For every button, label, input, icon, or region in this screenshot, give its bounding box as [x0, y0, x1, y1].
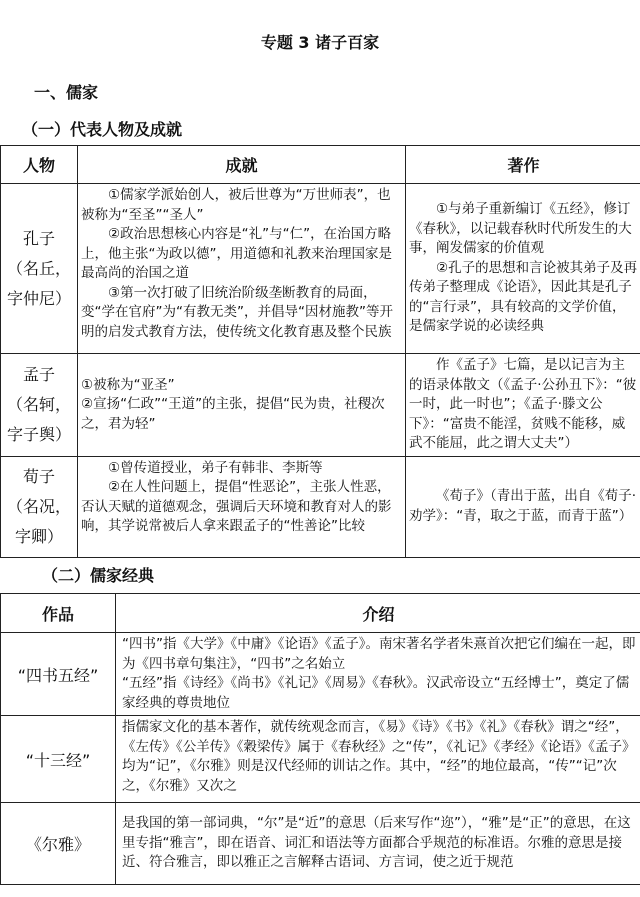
header-person: 人物: [1, 146, 78, 184]
intro-item: 是我国的第一部词典，“尔”是“近”的意思（后来写作“迩”），“雅”是“正”的意思，在这里专指“雅言”，即在语音、词汇和语法等方面都合乎规范的标准语。尔雅的意思是接近、符合雅言，即以雅正之言解释古语词、方言词，使之近于规范: [122, 815, 631, 871]
achievement-cell: [78, 456, 406, 557]
works-cell: [406, 184, 640, 354]
person-alias: （名况，: [6, 496, 71, 516]
figures-table: [0, 145, 640, 558]
person-alias-2: 字子舆）: [6, 424, 71, 444]
person-alias-2: 字仲尼）: [6, 288, 71, 308]
person-name: 荀子: [22, 466, 55, 486]
work-name: “四书五经”: [1, 633, 116, 716]
table-row-erya: [1, 803, 640, 885]
intro-item: 指儒家文化的基本著作，就传统观念而言，《易》《诗》《书》《礼》《春秋》谓之“经”，《左传》《公羊传》《穀梁传》属于《春秋经》之“传”，《礼记》《孝经》《论语》《孟子》均为“记”，《尔雅》则是汉代经师的训诂之作。其中，“经”的地位最高，“传”“记”次之，《尔雅》又次之: [122, 719, 636, 794]
section-heading-confucianism: 一、儒家: [34, 83, 99, 102]
person-alias-2: 字卿）: [14, 526, 63, 546]
table-row-xunzi: [1, 456, 640, 557]
intro-cell: [116, 716, 640, 803]
works-item: 《荀子》（青出于蓝，出自《荀子·劝学》：“青，取之于蓝，而青于蓝”）: [409, 488, 637, 524]
intro-cell: [116, 633, 640, 716]
classics-table: [0, 593, 640, 885]
intro-item: “四书”指《大学》《中庸》《论语》《孟子》。南宋著名学者朱熹首次把它们编在一起，即为《四书章句集注》，“四书”之名始立: [122, 636, 636, 672]
person-cell: [1, 354, 78, 457]
table-row-shisanjing: [1, 716, 640, 803]
works-item: ②孔子的思想和言论被其弟子及再传弟子整理成《论语》，因此其是孔子的“言行录”，具有较高的文学价值，是儒家学说的必读经典: [409, 259, 638, 335]
work-name: 《尔雅》: [1, 803, 116, 885]
person-alias: （名丘，: [6, 258, 71, 278]
table-row-mengzi: [1, 354, 640, 457]
header-work: 作品: [1, 594, 116, 633]
works-item: 作《孟子》七篇，是以记言为主的语录体散文（《孟子·公孙丑下》：“彼一时，此一时也”；《孟子·滕文公下》：“富贵不能淫，贫贱不能移，威武不能屈，此之谓大丈夫”）: [409, 357, 637, 451]
achievement-cell: [78, 184, 406, 354]
subheading-classics: （二）儒家经典: [42, 566, 155, 585]
works-cell: [406, 354, 640, 457]
achievement-item: ②宣扬“仁政”“王道”的主张，提倡“民为贵，社稷次之，君为轻”: [81, 396, 385, 432]
header-intro: 介绍: [116, 594, 640, 633]
achievement-item: ①被称为“亚圣”: [81, 376, 175, 393]
person-alias: （名轲，: [6, 394, 71, 414]
work-name: “十三经”: [1, 716, 116, 803]
subheading-figures: （一）代表人物及成就: [22, 120, 183, 139]
person-cell: [1, 456, 78, 557]
header-achievement: 成就: [78, 146, 406, 184]
classics-table-header: [1, 594, 640, 633]
achievement-item: ②政治思想核心内容是“礼”与“仁”，在治国方略上，他主张“为政以德”，用道德和礼教来治理国家是最高尚的治国之道: [81, 226, 392, 281]
achievement-item: ①儒家学派始创人，被后世尊为“万世师表”，也被称为“至圣”“圣人”: [81, 187, 391, 223]
page-title: 专题 3 诸子百家: [260, 33, 380, 52]
table-row-sishuwujing: [1, 633, 640, 716]
header-works: 著作: [406, 146, 640, 184]
achievement-cell: [78, 354, 406, 457]
person-name: 孔子: [22, 228, 55, 248]
figures-table-header: [1, 146, 640, 184]
table-row-kongzi: [1, 184, 640, 354]
achievement-item: ②在人性问题上，提倡“性恶论”，主张人性恶，否认天赋的道德观念，强调后天环境和教育对人的影响，其学说常被后人拿来跟孟子的“性善论”比较: [81, 479, 392, 534]
works-item: ①与弟子重新编订《五经》，修订《春秋》，以记载春秋时代所发生的大事，阐发儒家的价值观: [409, 201, 632, 257]
intro-item: “五经”指《诗经》《尚书》《礼记》《周易》《春秋》。汉武帝设立“五经博士”，奠定了儒家经典的尊贵地位: [122, 675, 630, 711]
achievement-item: ③第一次打破了旧统治阶级垄断教育的局面，变“学在官府”为“有教无类”，并倡导“因材施教”等开明的启发式教育方法，使传统文化教育惠及整个民族: [81, 284, 393, 340]
person-name: 孟子: [22, 364, 55, 384]
works-cell: [406, 456, 640, 557]
achievement-item: ①曾传道授业，弟子有韩非、李斯等: [108, 459, 323, 476]
person-cell: [1, 184, 78, 354]
intro-cell: [116, 803, 640, 885]
